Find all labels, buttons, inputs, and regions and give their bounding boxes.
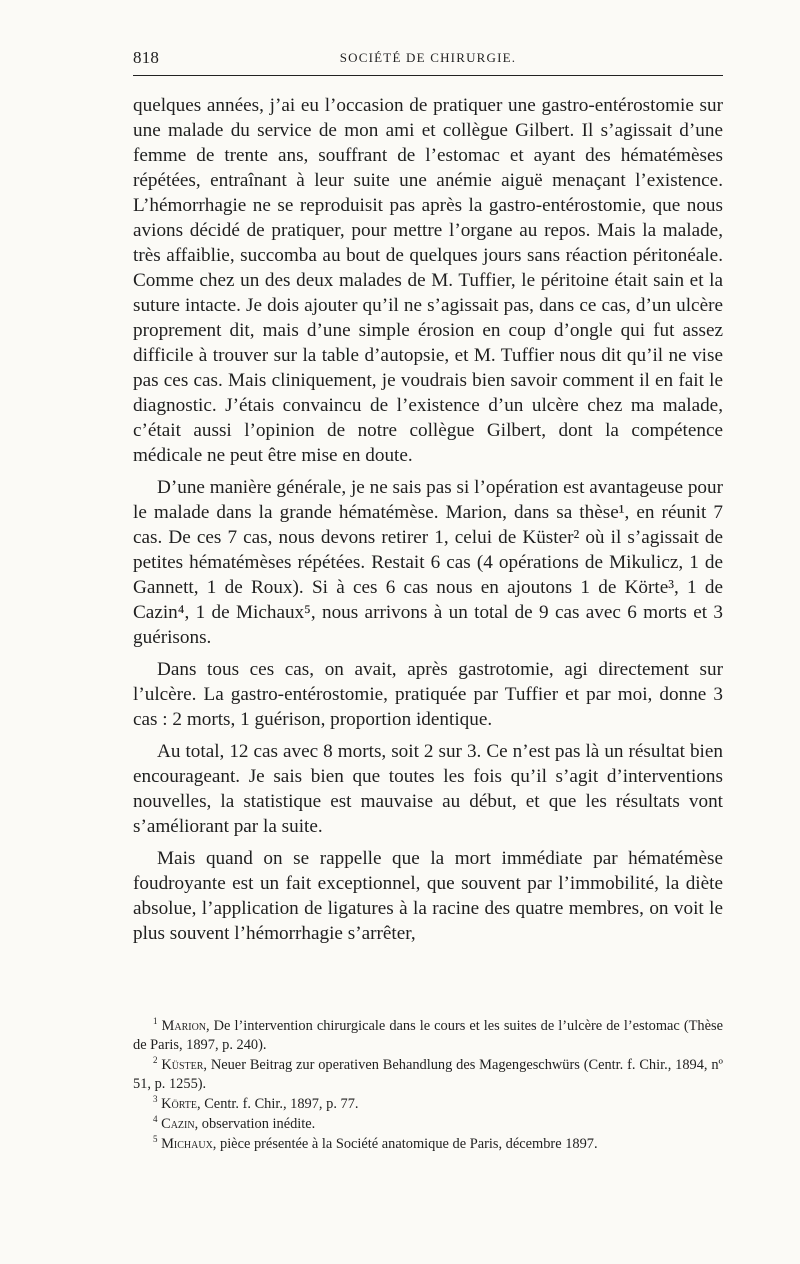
- body-text: [133, 93, 723, 953]
- footnote-2-text: , Neuer Beitrag zur operativen Behandlung des Magengeschwürs (Centr. f. Chir., 1894, nº 51, p. 1255).: [133, 1057, 724, 1092]
- footnote-5-author: Michaux: [161, 1136, 213, 1152]
- footnote-2-mark: 2: [153, 1055, 158, 1066]
- footnote-3-author: Körte: [161, 1096, 198, 1112]
- footnote-1: [133, 1017, 723, 1055]
- footnote-4: [133, 1115, 723, 1134]
- footnote-2-author: Küster: [161, 1057, 204, 1073]
- footnote-3-mark: 3: [153, 1094, 158, 1105]
- footnote-5-text: , pièce présentée à la Société anatomique de Paris, décembre 1897.: [212, 1136, 598, 1152]
- footnote-3: [133, 1095, 723, 1114]
- header-rule: [133, 75, 723, 76]
- footnote-3-text: , Centr. f. Chir., 1897, p. 77.: [197, 1096, 359, 1112]
- footnote-4-author: Cazin: [161, 1116, 195, 1132]
- footnote-1-author: Marion: [161, 1018, 207, 1034]
- footnote-5: [133, 1135, 723, 1154]
- paragraph-5: Mais quand on se rappelle que la mort immédiate par hématémèse foudroyante est un fait exceptionnel, que souvent par l’immobilité, la diète absolue, l’application de ligatures à la racine des quatre membres, on voit le plus souvent l’hémorrhagie s’arrêter,: [133, 848, 723, 944]
- footnote-5-mark: 5: [153, 1134, 158, 1145]
- footnote-2: [133, 1056, 723, 1094]
- paragraph-2: D’une manière générale, je ne sais pas si l’opération est avantageuse pour le malade dans la grande hématémèse. Marion, dans sa thèse¹, en réunit 7 cas. De ces 7 cas, nous devons retirer 1, celui de Küster² où il s’agissait de petites hématémèses répétées. Restait 6 cas (4 opérations de Mikulicz, 1 de Gannett, 1 de Roux). Si à ces 6 cas nous en ajoutons 1 de Körte³, 1 de Cazin⁴, 1 de Michaux⁵, nous arrivons à un total de 9 cas avec 6 morts et 3 guérisons.: [133, 477, 723, 648]
- paragraph-4: Au total, 12 cas avec 8 morts, soit 2 sur 3. Ce n’est pas là un résultat bien encourageant. Je sais bien que toutes les fois qu’il s’agit d’interventions nouvelles, la statistique est mauvaise au début, et que les résultats vont s’améliorant par la suite.: [133, 741, 723, 837]
- footnote-1-text: , De l’intervention chirurgicale dans le cours et les suites de l’ulcère de l’estomac (Thèse de Paris, 1897, p. 240).: [133, 1018, 723, 1053]
- running-head: SOCIÉTÉ DE CHIRURGIE.: [339, 50, 517, 65]
- footnote-4-mark: 4: [153, 1114, 158, 1125]
- paragraph-3: Dans tous ces cas, on avait, après gastrotomie, agi directement sur l’ulcère. La gastro-entérostomie, pratiquée par Tuffier et par moi, donne 3 cas : 2 morts, 1 guérison, proportion identique.: [133, 659, 723, 730]
- footnote-4-text: , observation inédite.: [194, 1116, 316, 1132]
- footnotes: [133, 1017, 723, 1155]
- paragraph-1: quelques années, j’ai eu l’occasion de pratiquer une gastro-entérostomie sur une malade du service de mon ami et collègue Gilbert. Il s’agissait d’une femme de trente ans, souffrant de l’estomac et ayant des hématémèses répétées, entraînant à leur suite une anémie aiguë menaçant l’existence. L’hémorrhagie ne se reproduisit pas après la gastro-entérostomie, que nous avions décidé de pratiquer, pour mettre l’organe au repos. Mais la malade, très affaiblie, succomba au bout de quelques jours sans réaction péritonéale. Comme chez un des deux malades de M. Tuffier, le péritoine était sain et la suture intacte. Je dois ajouter qu’il ne s’agissait pas, dans ce cas, d’un ulcère proprement dit, mais d’une simple érosion en coup d’ongle qui fut assez difficile à trouver sur la table d’autopsie, et M. Tuffier nous dit qu’il ne vise pas ces cas. Mais cliniquement, je voudrais bien savoir comment il en fait le diagnostic. J’étais convaincu de l’existence d’un ulcère chez ma malade, c’était aussi l’opinion de notre collègue Gilbert, dont la compétence médicale ne peut être mise en doute.: [133, 95, 723, 466]
- page-header: [133, 48, 723, 80]
- footnote-1-mark: 1: [153, 1016, 158, 1027]
- page-number: 818: [133, 48, 160, 67]
